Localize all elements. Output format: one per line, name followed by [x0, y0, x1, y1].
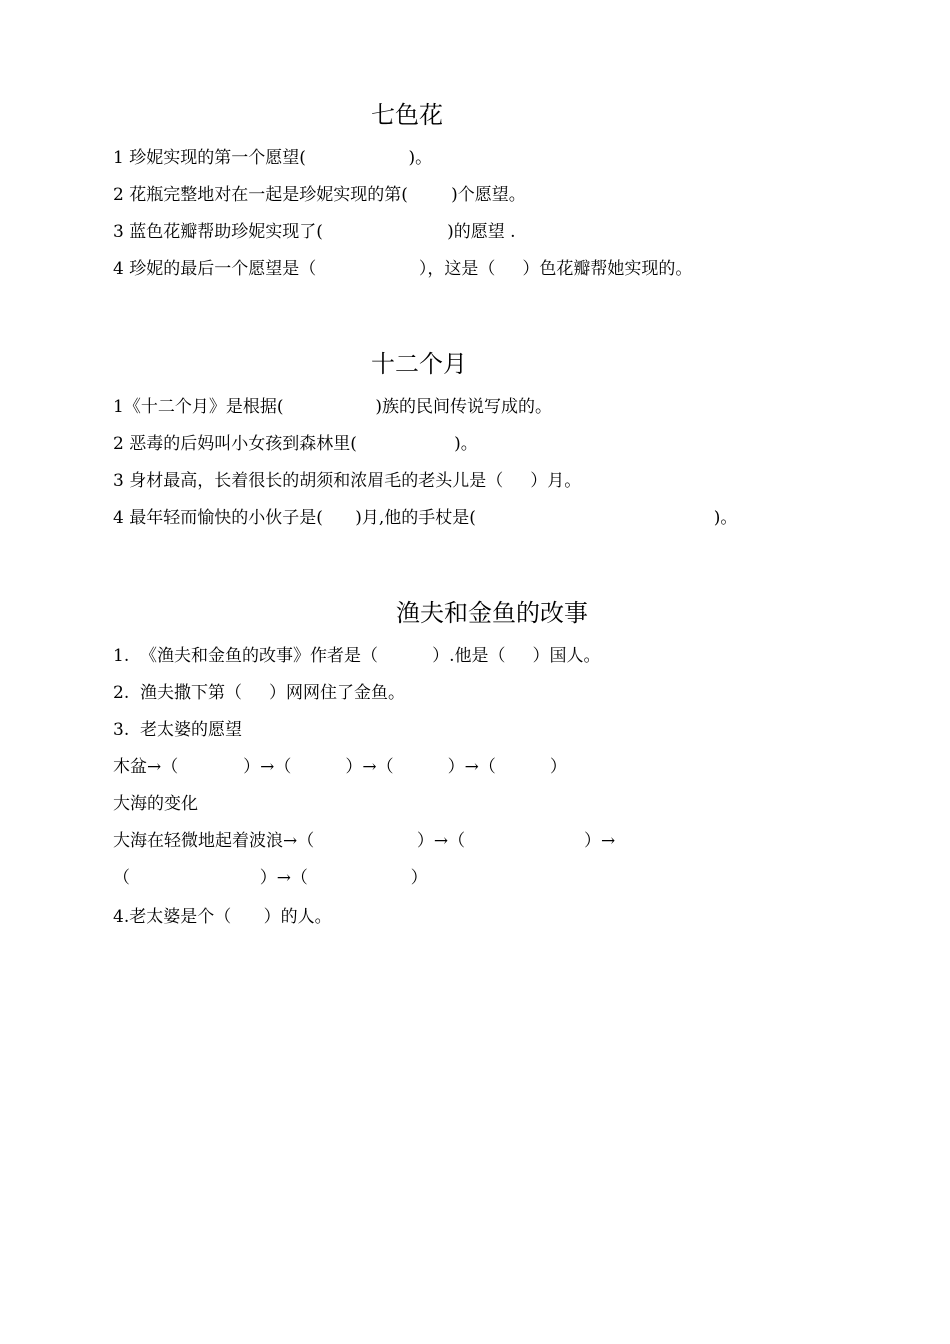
question-line: 4.老太婆是个（ ）的人。	[113, 907, 332, 927]
question-line: 大海的变化	[113, 794, 198, 814]
question-line: 1《十二个月》是根据( )族的民间传说写成的。	[113, 397, 552, 417]
question-line: 4 珍妮的最后一个愿望是（ ），这是（ ）色花瓣帮她实现的。	[113, 259, 693, 279]
question-line: 4 最年轻而愉快的小伙子是( )月,他的手杖是( )。	[113, 508, 738, 528]
question-line: 3 蓝色花瓣帮助珍妮实现了( )的愿望 .	[113, 222, 516, 242]
question-line: 木盆→（ ）→（ ）→（ ）→（ ）	[113, 757, 567, 777]
question-line: 1 珍妮实现的第一个愿望( )。	[113, 148, 433, 168]
question-line: （ ）→（ ）	[113, 868, 428, 888]
section-title: 渔夫和金鱼的改事	[396, 599, 588, 627]
question-line: 2. 渔夫撒下第（ ）网网住了金鱼。	[113, 683, 406, 703]
question-line: 2 恶毒的后妈叫小女孩到森林里( )。	[113, 434, 478, 454]
section-title: 七色花	[371, 101, 443, 129]
section-title: 十二个月	[371, 350, 467, 378]
question-line: 3. 老太婆的愿望	[113, 720, 243, 740]
question-line: 2 花瓶完整地对在一起是珍妮实现的第( )个愿望。	[113, 185, 526, 205]
question-line: 大海在轻微地起着波浪→（ ）→（ ）→	[113, 831, 616, 851]
question-line: 1. 《渔夫和金鱼的改事》作者是（ ）.他是（ ）国人。	[113, 646, 601, 666]
question-line: 3 身材最高，长着很长的胡须和浓眉毛的老头儿是（ ）月。	[113, 471, 582, 491]
